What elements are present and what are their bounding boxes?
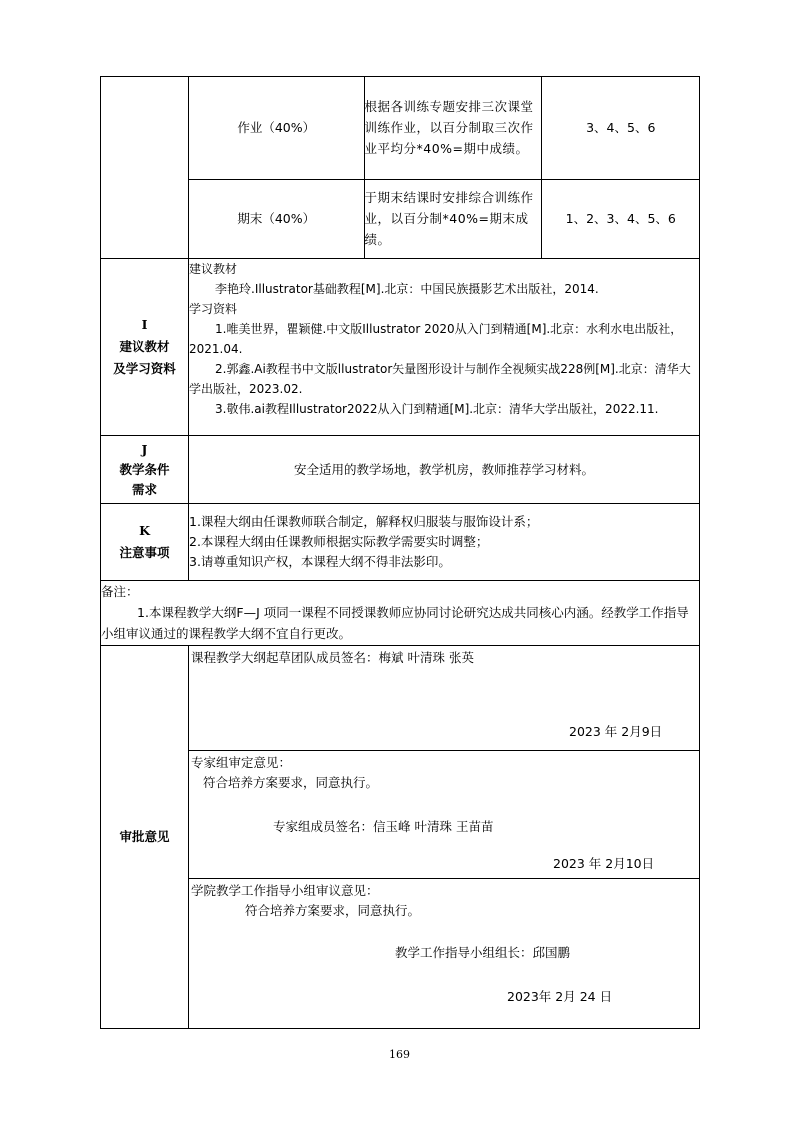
assessment-row [189, 77, 700, 179]
remarks-text: 1.本课程教学大纲F—J 项同一课程不同授课教师应协同讨论研究达成共同核心内涵。经教学工作指导小组审议通过的课程教学大纲不宜自行更改。 [101, 605, 689, 641]
assessment-description: 于期末结课时安排综合训练作业，以百分制*40%=期末成绩。 [364, 179, 541, 258]
approval-section [101, 646, 700, 1029]
materials-heading: 学习资料 [189, 302, 238, 316]
list-item: 2.本课程大纲由任课教师根据实际教学需要实时调整； [189, 534, 489, 549]
section-letter: K [139, 523, 150, 538]
section-title-line: 教学条件 [119, 461, 170, 477]
assessment-objectives: 1、2、3、4、5、6 [565, 211, 676, 227]
material-entry: 3.敬伟.ai教程Illustrator2022从入门到精通[M].北京：清华大学出版社，2022.11. [215, 402, 659, 416]
section-title: 注意事项 [119, 545, 170, 560]
notes-list [189, 504, 700, 581]
college-review-heading: 学院教学工作指导小组审议意见： [191, 882, 379, 898]
textbook-heading: 建议教材 [189, 262, 238, 276]
drafting-date: 2023 年 2月9日 [569, 724, 663, 739]
approval-table [189, 646, 699, 1028]
list-item: 3.请尊重知识产权，本课程大纲不得非法影印。 [189, 554, 451, 569]
approval-label: 审批意见 [101, 646, 189, 1029]
material-entry: 1.唯美世界，瞿颖健.中文版Illustrator 2020从入门到精通[M].北京：水利水电出版社，2021.04. [189, 322, 683, 356]
remarks [101, 581, 700, 646]
assessment-item: 作业（40%） [189, 77, 364, 179]
drafting-signatures: 课程教学大纲起草团队成员签名：梅斌 叶清珠 张英 [191, 650, 474, 665]
assessment-row [189, 179, 700, 258]
section-title-line: 建议教材 [119, 339, 170, 354]
remarks-heading: 备注： [101, 584, 139, 599]
section-i [101, 259, 700, 436]
expert-date: 2023 年 2月10日 [553, 855, 655, 871]
college-leader: 教学工作指导小组组长：邱国鹏 [395, 944, 571, 960]
textbook-entry: 李艳玲.Illustrator基础教程[M].北京：中国民族摄影艺术出版社，2014. [215, 282, 599, 296]
section-j [101, 436, 700, 504]
college-opinion: 符合培养方案要求，同意执行。 [245, 902, 421, 918]
expert-review-cell [189, 750, 699, 878]
section-title-line: 需求 [131, 481, 157, 497]
section-j-label [101, 436, 189, 504]
assessment-label-cell [101, 77, 189, 259]
syllabus-table [100, 76, 700, 1029]
expert-review-heading: 专家组审定意见： [191, 754, 292, 770]
expert-members: 专家组成员签名：信玉峰 叶清珠 王苗苗 [273, 818, 494, 834]
assessment-item: 期末（40%） [189, 179, 364, 258]
reference-materials [189, 259, 700, 436]
list-item: 1.课程大纲由任课教师联合制定，解释权归服装与服饰设计系； [189, 514, 539, 529]
college-review-cell [189, 878, 699, 1028]
college-date: 2023年 2月 24 日 [507, 988, 613, 1004]
section-k-label [101, 504, 189, 581]
remarks-row [101, 581, 700, 646]
drafting-signature-cell [189, 646, 699, 750]
teaching-conditions: 安全适用的教学场地，教学机房，教师推荐学习材料。 [189, 436, 700, 504]
section-title-line: 及学习资料 [113, 361, 176, 376]
material-entry: 2.郭鑫.Ai教程书中文版llustrator矢量图形设计与制作全视频实战228例[M].北京：清华大学出版社，2023.02. [189, 362, 691, 396]
assessment-section [101, 77, 700, 259]
section-letter: J [141, 441, 148, 457]
assessment-objectives: 3、4、5、6 [541, 77, 700, 179]
section-k [101, 504, 700, 581]
page-number: 169 [389, 1048, 410, 1061]
expert-opinion: 符合培养方案要求，同意执行。 [203, 774, 379, 790]
assessment-table [189, 77, 700, 258]
section-letter: I [141, 317, 148, 332]
assessment-description: 根据各训练专题安排三次课堂训练作业，以百分制取三次作业平均分*40%=期中成绩。 [364, 77, 541, 179]
section-i-label [101, 259, 189, 436]
